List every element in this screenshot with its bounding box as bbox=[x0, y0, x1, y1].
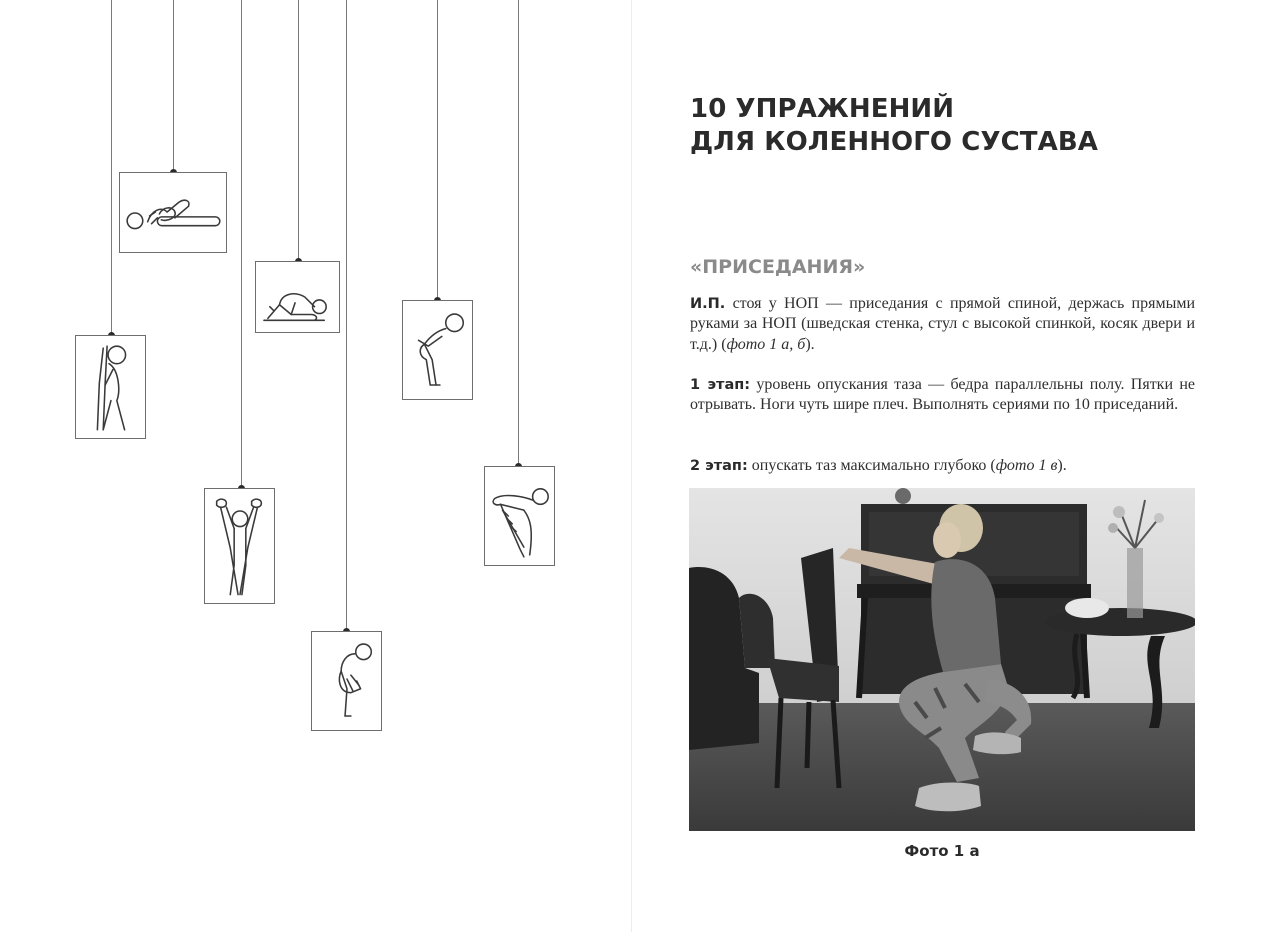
stage2-text: опускать таз максимально глубоко ( bbox=[747, 457, 996, 474]
exercise-card-squat bbox=[402, 300, 473, 400]
exercise-name: «ПРИСЕДАНИЯ» bbox=[690, 256, 866, 278]
exercise-card-knee-raise bbox=[311, 631, 382, 731]
chapter-title-line2: ДЛЯ КОЛЕННОГО СУСТАВА bbox=[690, 127, 1098, 157]
stage1-paragraph bbox=[690, 375, 1195, 416]
hanging-string bbox=[241, 0, 242, 488]
hanging-string bbox=[437, 0, 438, 300]
kneeling-stretch-icon bbox=[256, 262, 339, 332]
squat-photo-illustration bbox=[689, 488, 1195, 831]
hanging-string bbox=[518, 0, 519, 466]
hanging-string bbox=[346, 0, 347, 631]
stage2-label: 2 этап: bbox=[690, 458, 748, 474]
exercise-card-standing bbox=[75, 335, 146, 439]
standing-band-stretch-icon bbox=[76, 336, 145, 438]
exercise-photo bbox=[689, 488, 1195, 831]
seated-band-press-icon bbox=[485, 467, 554, 565]
chapter-title-line1: 10 УПРАЖНЕНИЙ bbox=[690, 94, 955, 124]
right-page bbox=[632, 0, 1268, 932]
lying-leg-hug-icon bbox=[120, 173, 226, 252]
half-squat-icon bbox=[403, 301, 472, 399]
single-leg-knee-raise-icon bbox=[312, 632, 381, 730]
ip-label: И.П. bbox=[690, 296, 726, 312]
exercise-card-kneeling bbox=[255, 261, 340, 333]
hanging-string bbox=[111, 0, 112, 335]
stage2-end: ). bbox=[1057, 457, 1067, 474]
stage2-photo-ref: фото 1 в bbox=[995, 457, 1058, 474]
ip-photo-ref: фото 1 а, б bbox=[726, 335, 806, 353]
exercise-card-seated bbox=[484, 466, 555, 566]
photo-caption: Фото 1 а bbox=[904, 842, 980, 860]
chapter-title bbox=[690, 93, 1098, 159]
band-overhead-pull-icon bbox=[205, 489, 274, 603]
ip-end: ). bbox=[805, 335, 815, 353]
stage1-label: 1 этап: bbox=[690, 377, 751, 393]
stage1-text: уровень опускания таза — бедра параллельны полу. Пятки не отрывать. Ноги чуть шире плеч. Выполнять сериями по 10 приседаний. bbox=[690, 376, 1195, 414]
exercise-card-lying bbox=[119, 172, 227, 253]
hanging-string bbox=[298, 0, 299, 261]
left-page bbox=[0, 0, 631, 932]
hanging-string bbox=[173, 0, 174, 172]
stage2-paragraph bbox=[690, 456, 1195, 476]
exercise-card-overhead bbox=[204, 488, 275, 604]
ip-text: стоя у НОП — приседания с прямой спиной, держась прямыми руками за НОП (шведская стенка, стул с высокой спинкой, косяк двери и т.д.) ( bbox=[690, 295, 1195, 353]
starting-position-paragraph bbox=[690, 294, 1195, 355]
